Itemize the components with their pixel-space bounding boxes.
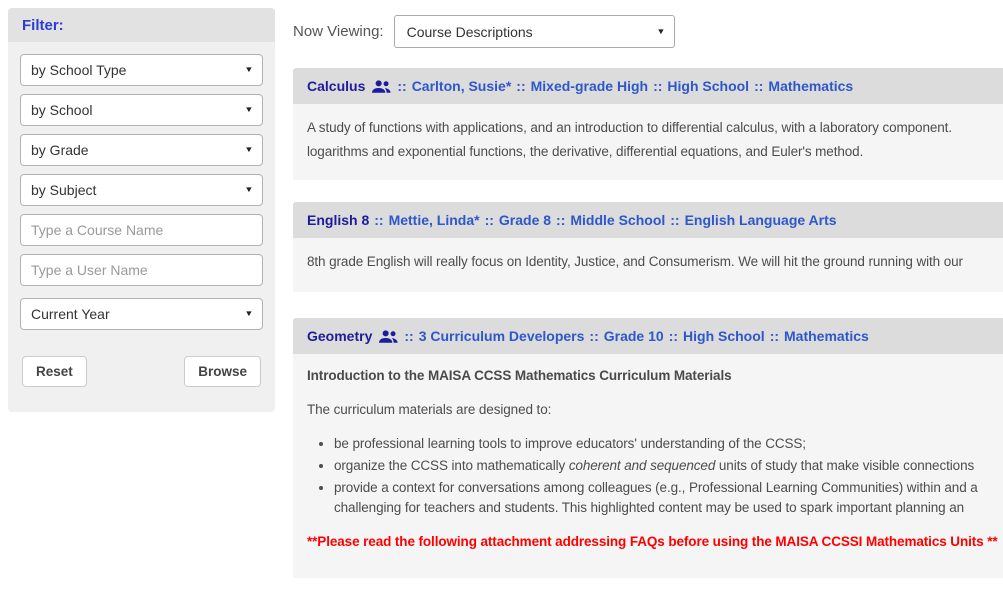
course-name-control (20, 214, 263, 246)
separator: :: (374, 212, 384, 228)
now-viewing-label: Now Viewing: (293, 23, 384, 40)
course-title-link[interactable]: Geometry (307, 328, 373, 344)
caret-down-icon: ▼ (244, 65, 254, 74)
separator: :: (556, 212, 566, 228)
caret-down-icon: ▼ (244, 145, 254, 154)
subject-select[interactable] (20, 174, 263, 206)
filter-panel (8, 8, 275, 412)
school-type-select[interactable] (20, 54, 263, 86)
grade-link[interactable]: Grade 10 (603, 328, 664, 344)
separator: :: (668, 328, 679, 344)
separator: :: (397, 78, 407, 94)
grade-link[interactable]: Grade 8 (498, 212, 552, 228)
separator: :: (516, 78, 526, 94)
school-link[interactable]: Middle School (570, 212, 666, 228)
teacher-link[interactable]: Mettie, Linda* (388, 212, 480, 228)
separator: :: (754, 78, 764, 94)
filter-buttons (20, 356, 263, 387)
bullet-text: • provide a context for conversations among colleagues (e.g., Professional Learning Communities) within and a (334, 480, 978, 495)
description-heading: Introduction to the MAISA CCSS Mathematics Curriculum Materials (307, 368, 732, 383)
course-header (293, 202, 1003, 238)
school-select[interactable] (20, 94, 263, 126)
course-name-input[interactable] (20, 214, 263, 246)
grade-link[interactable]: Mixed-grade High (530, 78, 649, 94)
description-line: 8th grade English will really focus on Identity, Justice, and Consumerism. We will hit the ground running with our (307, 254, 963, 269)
bullet-item (334, 478, 1003, 518)
filter-controls (8, 42, 275, 387)
caret-down-icon: ▼ (244, 105, 254, 114)
bullet-text: • be professional learning tools to improve educators' understanding of the CCSS; (334, 436, 806, 451)
school-type-control (20, 54, 263, 86)
course-card (293, 202, 1003, 292)
caret-down-icon: ▼ (244, 185, 254, 194)
bullet-text: • organize the CCSS into mathematically coherent and sequenced units of study that make visible connections (334, 458, 975, 473)
user-name-input[interactable] (20, 254, 263, 286)
now-viewing-row (293, 15, 1003, 48)
separator: :: (653, 78, 663, 94)
separator: :: (484, 212, 494, 228)
developers-link[interactable]: 3 Curriculum Developers (418, 328, 585, 344)
course-list (293, 15, 1003, 578)
users-icon (372, 80, 391, 94)
subject-link[interactable]: English Language Arts (684, 212, 837, 228)
filter-title: Filter: (8, 8, 275, 42)
separator: :: (589, 328, 599, 344)
course-header (293, 68, 1003, 104)
grade-select[interactable] (20, 134, 263, 166)
school-link[interactable]: High School (683, 328, 765, 344)
users-icon (379, 330, 398, 344)
user-name-control (20, 254, 263, 286)
subject-control (20, 174, 263, 206)
bullet-text: challenging for teachers and students. This highlighted content may be used to spark important planning an (334, 500, 965, 515)
faq-warning-text: **Please read the following attachment addressing FAQs before using the MAISA CCSSI Mathematics Units ** (307, 534, 998, 549)
description-line: logarithms and exponential functions, the derivative, differential equations, and Euler's method. (307, 144, 864, 159)
description-bullet-list (307, 434, 1003, 518)
description-line: A study of functions with applications, and an introduction to differential calculus, with a laboratory component. (307, 120, 952, 135)
separator: :: (769, 328, 780, 344)
course-card (293, 318, 1003, 578)
grade-control (20, 134, 263, 166)
course-title-link[interactable]: Calculus (307, 78, 366, 94)
separator: :: (404, 328, 414, 344)
year-control (20, 298, 263, 330)
bullet-item (334, 456, 1003, 476)
course-title-link[interactable]: English 8 (307, 212, 370, 228)
teacher-link[interactable]: Carlton, Susie* (411, 78, 512, 94)
caret-down-icon: ▼ (244, 309, 254, 318)
course-description (293, 354, 1003, 578)
course-description (293, 238, 1003, 292)
course-card (293, 68, 1003, 180)
subject-link[interactable]: Mathematics (768, 78, 854, 94)
school-link[interactable]: High School (667, 78, 750, 94)
school-control (20, 94, 263, 126)
caret-down-icon: ▼ (656, 26, 666, 36)
browse-button[interactable]: Browse (184, 356, 261, 387)
year-select[interactable] (20, 298, 263, 330)
bullet-item (334, 434, 1003, 454)
now-viewing-control (394, 15, 675, 48)
subject-link[interactable]: Mathematics (784, 328, 869, 344)
separator: :: (670, 212, 680, 228)
course-header (293, 318, 1003, 354)
description-line: The curriculum materials are designed to: (307, 402, 552, 417)
now-viewing-select[interactable] (394, 15, 675, 48)
course-description (293, 104, 1003, 180)
reset-button[interactable]: Reset (22, 356, 87, 387)
